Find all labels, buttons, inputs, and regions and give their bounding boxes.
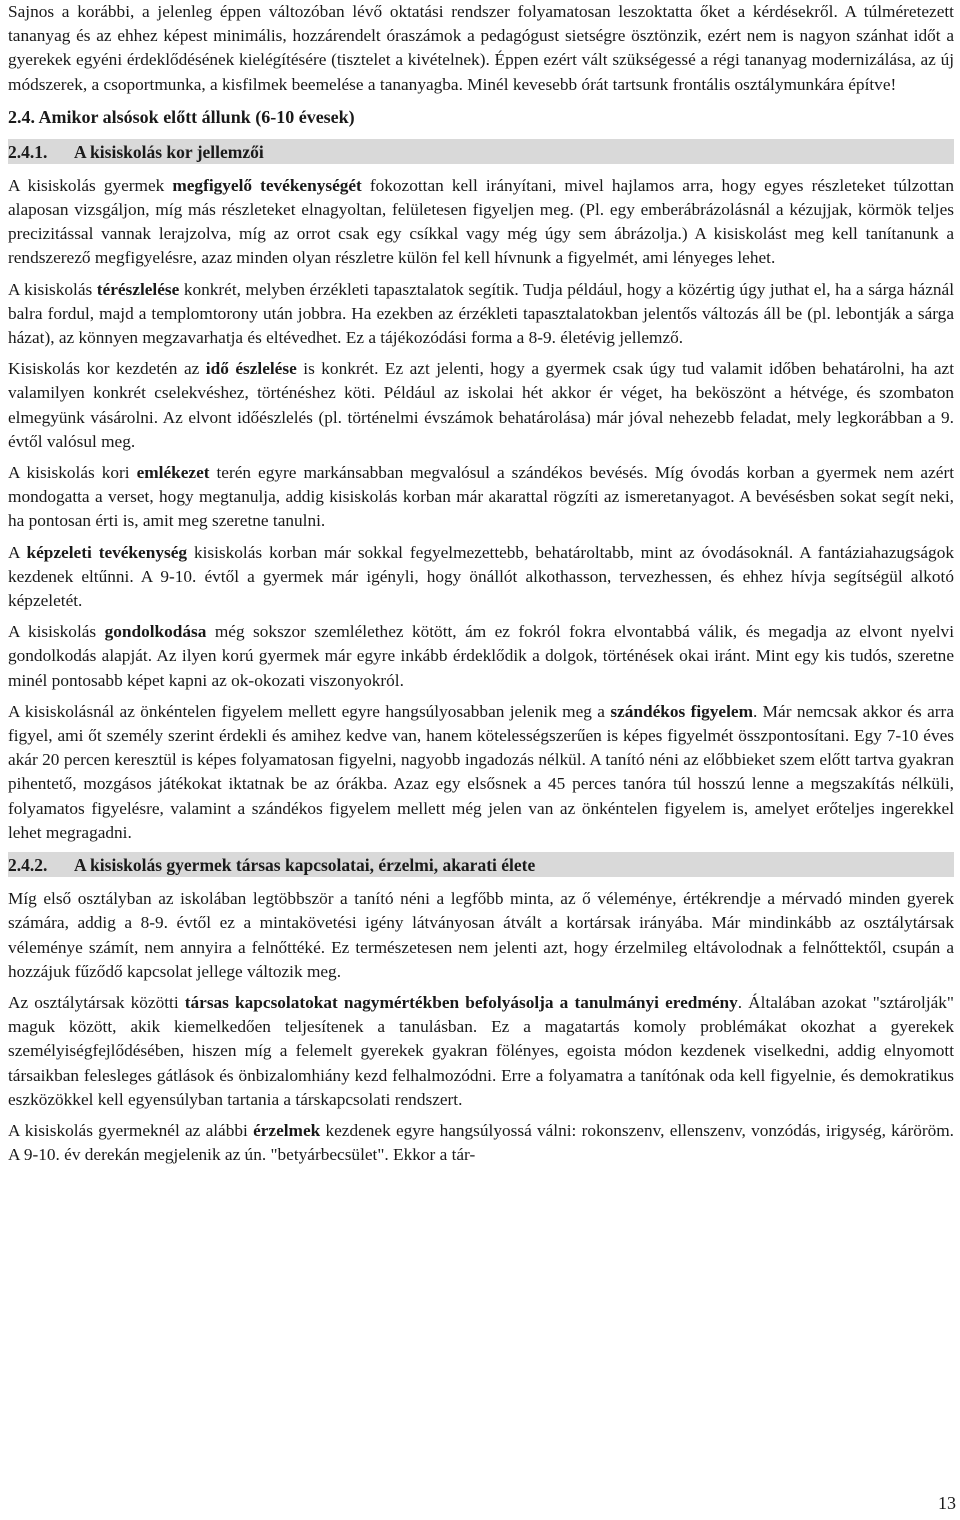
text: . Már nemcsak akkor és arra figyel, ami őt személy szerint érdekli és amihez kedve van, hanem kötelességszerűen is képes figyelmét összpontosítani. Egy 7-10 éves akár 20 percen keresztül is képes folyamatosan figyelni, nagyobb ingadozás nélkül. A tanító néni az előbbieket szem előtt tartva gyakran pihentető, mozgásos játékokat iktatnak be az órákba. Azaz egy elsősnek a 45 perces tanóra túl hosszú lenne a megszakítás nélküli, folyamatos figyelésre, valamint a szándékos figyelem mellett még jelen van az önkéntelen figyelem is, amelyet erőteljes ingerekkel lehet megragadni.: [8, 701, 954, 842]
document-page: [8, 0, 954, 1174]
paragraph-role-models: Míg első osztályban az iskolában legtöbbször a tanító néni a legfőbb minta, az ő véleménye, értékrendje a mérvadó minden gyerek számára, addig a 8-9. évtől ez a mintakövetési igény látványosan átvált a kortársak irányába. Már mindinkább az osztálytársak véleménye számít, nem annyira a felnőttéké. Ez természetesen nem jelenti azt, hogy érzelmileg eltávolodnak a felnőttektől, csupán a hozzájuk fűződő kapcsolat jellege változik meg.: [8, 889, 954, 981]
text: kisiskolás korban már sokkal fegyelmezettebb, behatároltabb, mint az óvodásoknál. A fantáziahazugságok kezdenek eltűnni. A 9-10. évtől a gyermek már igényli, hogy önállót alkothasson, tervezhessen, és ehhez hívja segítségül alkotó képzeletét.: [8, 542, 954, 611]
keyword: gondolkodása: [104, 622, 207, 642]
keyword: megfigyelő tevékenységét: [172, 175, 362, 195]
paragraph-social-relations: [8, 991, 954, 1112]
subsection-heading-1: [8, 139, 954, 164]
keyword: érzelmek: [253, 1120, 321, 1140]
text: is konkrét. Ez azt jelenti, hogy a gyermek csak úgy tud valamit időben behatárolni, ha azt valamilyen konkrét cselekvéshez, történéshez köti. Például az iskolai hét akkor ér véget, ha beköszönt a hétvége, és szombaton elmegyünk vásárolni. Az elvont időészlelés (pl. történelmi évszámok behatárolása) már jóval nehezebb feladat, mely legkorábban a 9. évtől valósul meg.: [8, 359, 955, 451]
keyword: idő észlelése: [205, 359, 297, 379]
subsection-title: A kisiskolás kor jellemzői: [74, 141, 264, 162]
paragraph-space-perception: [8, 278, 954, 351]
text: A kisiskolás gyermek: [8, 175, 173, 195]
paragraph-time-perception: [8, 357, 954, 454]
subsection-number: 2.4.1.: [8, 141, 48, 162]
text: még sokszor szemlélethez kötött, ám ez fokról fokra elvontabbá válik, és megadja az elvont nyelvi gondolkodás alapját. Az ilyen korú gyermek már egyre inkább érdeklődik a dolgok, történések okai iránt. Mint egy kis tudós, szeretne minél pontosabb képet kapni az ok-okozati viszonyokról.: [8, 622, 955, 690]
text: terén egyre markánsabban megvalósul a szándékos bevésés. Míg óvodás korban a gyermek nem azért mondogatta a verset, hogy megtanulja, addig kisiskolás korban már akarattal rögzíti az ismeretanyagot. A bevésésben sokat segít neki, ha pontosan érti is, amit meg szeretne tanulni.: [8, 463, 954, 531]
intro-paragraph: [8, 0, 954, 97]
text: A kisiskolás: [8, 622, 105, 642]
subsection-number: 2.4.2.: [8, 855, 48, 876]
text: kezdenek egyre hangsúlyossá válni: rokonszenv, ellenszenv, vonzódás, irigység, káröröm. A 9-10. év derekán megjelenik az ún. "betyárbecsület". Ekkor a tár-: [8, 1120, 954, 1165]
text: Az osztálytársak közötti: [8, 992, 185, 1012]
keyword: szándékos figyelem: [610, 701, 753, 721]
keyword: térészlelése: [96, 279, 180, 299]
paragraph-attention: [8, 700, 954, 845]
text: . Általában azokat "sztárolják" maguk között, akik kiemelkedően teljesítenek a tanulásban. Ez a magatartás komoly problémákat okozhat a gyerekek személyiségfejlődésében, hiszen míg a felemelt gyerekek gyakran fölényes, egoista módon kezdenek viselkedni, addig elnyomott társaikban felesleges gátlások és önbizalomhiány kezd felhalmozódni. Erre a folyamatra a tanítónak oda kell figyelnie, és demokratikus eszközökkel kell egyensúlyban tartania a társkapcsolati rendszert.: [8, 992, 954, 1109]
text: konkrét, melyben érzékleti tapasztalatok segítik. Tudja például, hogy a közértig úgy juthat el, ha a sárga háznál balra fordul, majd a templomtorony után jobbra. Ha ezekben az érzékleti tapasztalatokban jelentős változás áll be (pl. lebontják a sárga házat), az könnyen megzavarhatja és eltévedhet. Ez a tájékozódási forma a 8-9. életévig jellemző.: [8, 279, 954, 348]
text: A kisiskolásnál az önkéntelen figyelem mellett egyre hangsúlyosabban jelenik meg a: [8, 701, 611, 721]
paragraph-emotions: [8, 1119, 954, 1167]
subsection-heading-2: [8, 852, 954, 877]
subsection-title: A kisiskolás gyermek társas kapcsolatai, érzelmi, akarati élete: [74, 855, 536, 876]
intro-text-1: Sajnos a korábbi, a jelenleg éppen változóban lévő oktatási rendszer folyamatosan leszoktatta őket a kérdésekről. A túlméretezett tananyag és az ehhez képest minimális, hozzárendelt óraszámok a pedagógust sietségre ösztönzik, ezért nem is nagyon szánhat időt a gyerekek egyéni érdeklődésének kielégítésére (tisztelet a kivételnek).: [8, 2, 954, 70]
intro-text-2: Éppen ezért vált szükségessé a régi tananyag modernizálása, az új módszerek, a csoportmunka, a kisfilmek beemelése a tananyagba. Minél kevesebb órát tartsunk frontális osztálymunkára építve!: [8, 50, 955, 94]
keyword: képzeleti tevékenység: [26, 542, 187, 562]
paragraph-imagination: [8, 541, 954, 614]
text: A kisiskolás gyermeknél az alábbi: [8, 1120, 254, 1140]
page-number: 13: [938, 1493, 956, 1513]
section-heading: 2.4. Amikor alsósok előtt állunk (6-10 évesek): [8, 106, 355, 127]
paragraph-memory: [8, 461, 954, 534]
keyword: emlékezet: [136, 463, 210, 483]
text: A: [8, 542, 27, 562]
paragraph-thinking: [8, 620, 954, 693]
keyword: társas kapcsolatokat nagymértékben befolyásolja a tanulmányi eredmény: [184, 992, 738, 1012]
text: A kisiskolás kori: [8, 463, 137, 483]
text: A kisiskolás: [8, 279, 97, 299]
text: fokozottan kell irányítani, mivel hajlamos arra, hogy egyes részleteket túlzottan alaposan vizsgáljon, míg más részleteket elnagyoltan, felületesen figyeljen meg. (Pl. egy emberábrázolásnál a kézujjak, körmök teljes precizitással vannak lerajzolva, míg az orrot csak egy csíkkal vagy még úgy sem ábrázolja.) A kisiskolást meg kell tanítanunk a rendszerező megfigyelésre, azaz minden olyan részletre külön fel kell hívnunk a figyelmét, ami lényeges lehet.: [8, 175, 954, 268]
text: Kisiskolás kor kezdetén az: [8, 359, 206, 379]
paragraph-observation: [8, 174, 954, 271]
